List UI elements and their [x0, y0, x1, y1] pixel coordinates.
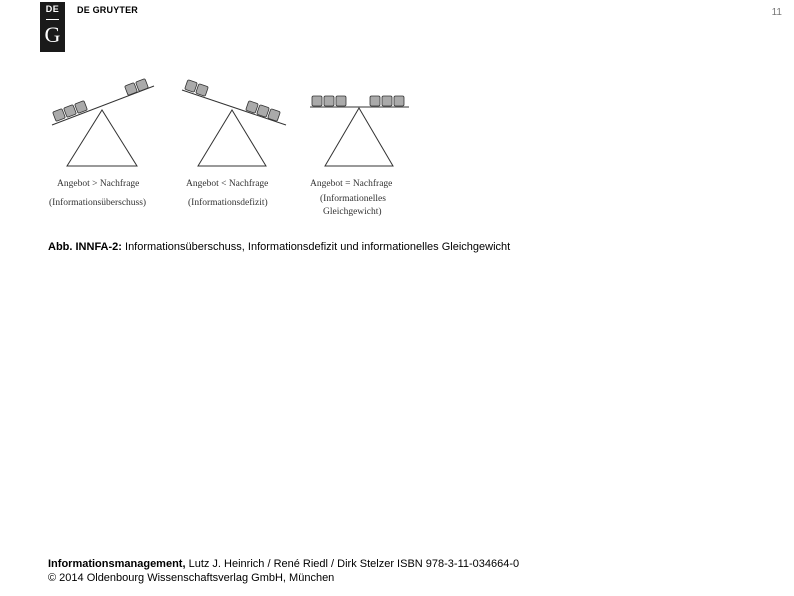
figure-caption — [48, 241, 510, 253]
caption-label: Abb. INNFA-2: — [48, 241, 122, 253]
logo-bottom-text: G — [44, 22, 61, 47]
panel-label-line1: Angebot < Nachfrage — [186, 179, 269, 189]
publisher-name: DE GRUYTER — [77, 5, 139, 15]
footer-authors: Lutz J. Heinrich / René Riedl / Dirk Stelzer ISBN 978-3-11-034664-0 — [185, 558, 520, 570]
panel-label-line2: (Informationsdefizit) — [188, 198, 268, 208]
panel-label-line1: Angebot > Nachfrage — [57, 179, 140, 189]
panel-label-line2: (Informationelles — [320, 194, 386, 204]
fulcrum-triangle — [198, 110, 266, 166]
weight-blocks — [53, 79, 149, 122]
balance-deficit — [182, 80, 286, 208]
weight-blocks — [312, 96, 404, 106]
footer-citation — [48, 557, 519, 585]
footer-line1 — [48, 557, 519, 571]
page-number: 11 — [771, 7, 782, 18]
balance-beam — [182, 90, 286, 125]
panel-label-line3: Gleichgewicht) — [323, 207, 382, 217]
caption-text: Informationsüberschuss, Informationsdefizit und informationelles Gleichgewicht — [121, 241, 511, 253]
balance-equilibrium — [310, 96, 409, 217]
de-gruyter-logo — [40, 2, 65, 52]
fulcrum-triangle — [67, 110, 137, 166]
balance-figure — [40, 72, 420, 222]
logo-divider — [46, 19, 59, 20]
fulcrum-triangle — [325, 108, 393, 166]
footer-title: Informationsmanagement, — [48, 558, 186, 570]
panel-label-line1: Angebot = Nachfrage — [310, 179, 393, 189]
balance-surplus — [49, 79, 154, 208]
panel-label-line2: (Informationsüberschuss) — [49, 198, 147, 208]
footer-copyright: © 2014 Oldenbourg Wissenschaftsverlag GmbH, München — [48, 572, 335, 584]
weight-blocks — [185, 80, 281, 122]
balance-diagram — [40, 72, 420, 222]
balance-beam — [52, 86, 154, 125]
logo-top-text: DE — [45, 4, 60, 14]
